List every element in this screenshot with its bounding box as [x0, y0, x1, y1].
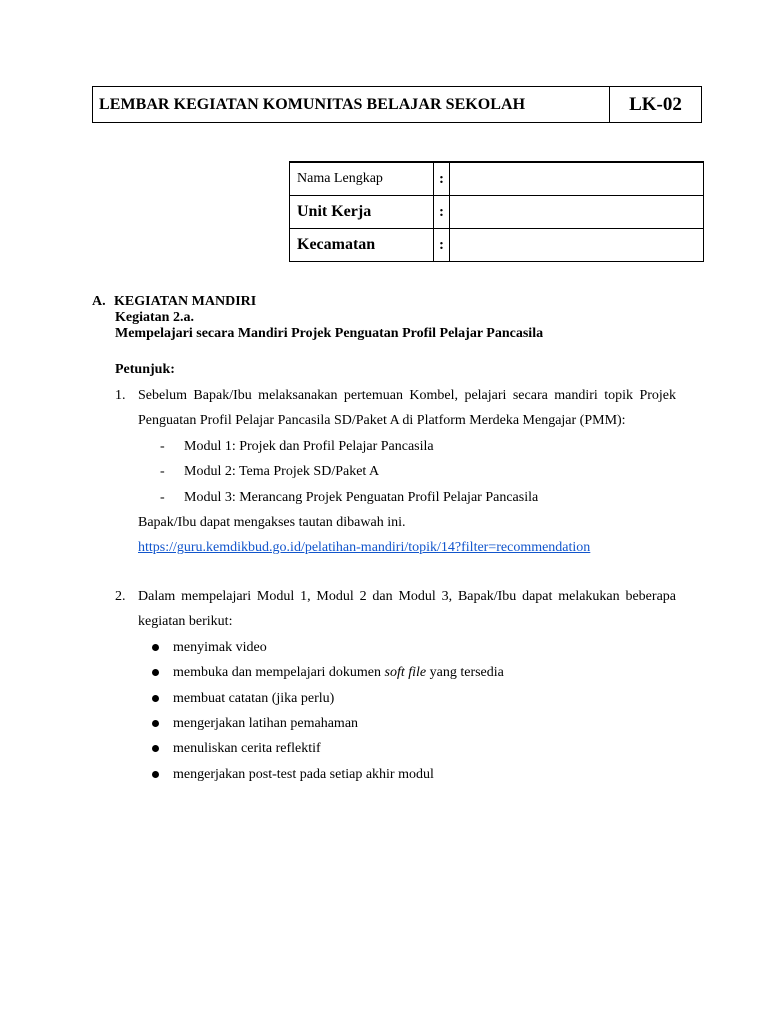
activity-item: [138, 736, 676, 761]
instruction-item-1: [115, 383, 676, 561]
identity-field-district[interactable]: [450, 229, 704, 262]
dash-marker: -: [160, 489, 165, 505]
activity-title: Mempelajari secara Mandiri Projek Penguatan Profil Pelajar Pancasila: [115, 326, 544, 341]
identity-row-unit: [290, 196, 704, 229]
bullet-icon: [152, 745, 159, 752]
item-1-text: Sebelum Bapak/Ibu melaksanakan pertemuan Kombel, pelajari secara mandiri topik Projek Penguatan Profil Pelajar Pancasila SD/Paket A di Platform Merdeka Mengajar (PMM):: [138, 388, 676, 429]
identity-colon: :: [434, 162, 450, 196]
section-heading: [92, 294, 676, 310]
section-a: [92, 294, 676, 342]
instructions-label: Petunjuk:: [115, 362, 175, 377]
module-item: [138, 459, 676, 484]
item-number: 2.: [115, 589, 126, 604]
module-list: [138, 434, 676, 510]
dash-marker: -: [160, 464, 165, 480]
activity-item: [138, 635, 676, 660]
bullet-icon: [152, 771, 159, 778]
activity-text: mengerjakan latihan pemahaman: [173, 715, 359, 731]
activity-text: membuat catatan (jika perlu): [173, 690, 335, 706]
access-text: Bapak/Ibu dapat mengakses tautan dibawah ini.: [138, 514, 406, 530]
item-number: 1.: [115, 388, 126, 403]
bullet-icon: [152, 720, 159, 727]
module-label: Modul 1: Projek dan Profil Pelajar Pancasila: [184, 438, 434, 454]
activity-text: membuka dan mempelajari dokumen: [173, 665, 385, 681]
activity-text: mengerjakan post-test pada setiap akhir modul: [173, 766, 434, 782]
identity-field-name[interactable]: [450, 162, 704, 196]
activity-item: [138, 711, 676, 736]
identity-row-name: [290, 162, 704, 196]
section-title: KEGIATAN MANDIRI: [114, 294, 257, 309]
activity-text: menyimak video: [173, 639, 267, 655]
bullet-icon: [152, 695, 159, 702]
identity-colon: :: [434, 196, 450, 229]
activity-item: [138, 762, 676, 787]
activity-item: [138, 686, 676, 711]
document-code: LK-02: [629, 93, 682, 115]
identity-label-name: Nama Lengkap: [290, 162, 434, 196]
identity-row-district: [290, 229, 704, 262]
activity-number: Kegiatan 2.a.: [115, 310, 194, 325]
module-item: [138, 485, 676, 510]
bullet-icon: [152, 644, 159, 651]
module-item: [138, 434, 676, 459]
document-title: LEMBAR KEGIATAN KOMUNITAS BELAJAR SEKOLAH: [93, 87, 610, 122]
section-letter: A.: [92, 294, 106, 309]
identity-field-unit[interactable]: [450, 196, 704, 229]
header-box: [92, 86, 702, 123]
identity-label-district: Kecamatan: [290, 229, 434, 262]
identity-colon: :: [434, 229, 450, 262]
module-label: Modul 2: Tema Projek SD/Paket A: [184, 464, 380, 480]
activity-item: [138, 660, 676, 685]
identity-table: [289, 161, 704, 262]
instruction-item-2: [115, 584, 676, 787]
pmm-link[interactable]: https://guru.kemdikbud.go.id/pelatihan-mandiri/topik/14?filter=recommendation: [138, 540, 591, 556]
activity-list: [138, 635, 676, 787]
activity-text: yang tersedia: [426, 665, 504, 681]
item-2-text: Dalam mempelajari Modul 1, Modul 2 dan Modul 3, Bapak/Ibu dapat melakukan beberapa kegiatan berikut:: [138, 589, 676, 630]
activity-text: menuliskan cerita reflektif: [173, 741, 321, 757]
bullet-icon: [152, 669, 159, 676]
module-label: Modul 3: Merancang Projek Penguatan Profil Pelajar Pancasila: [184, 489, 539, 505]
identity-label-unit: Unit Kerja: [290, 196, 434, 229]
activity-text-italic: soft file: [384, 665, 427, 681]
dash-marker: -: [160, 438, 165, 454]
